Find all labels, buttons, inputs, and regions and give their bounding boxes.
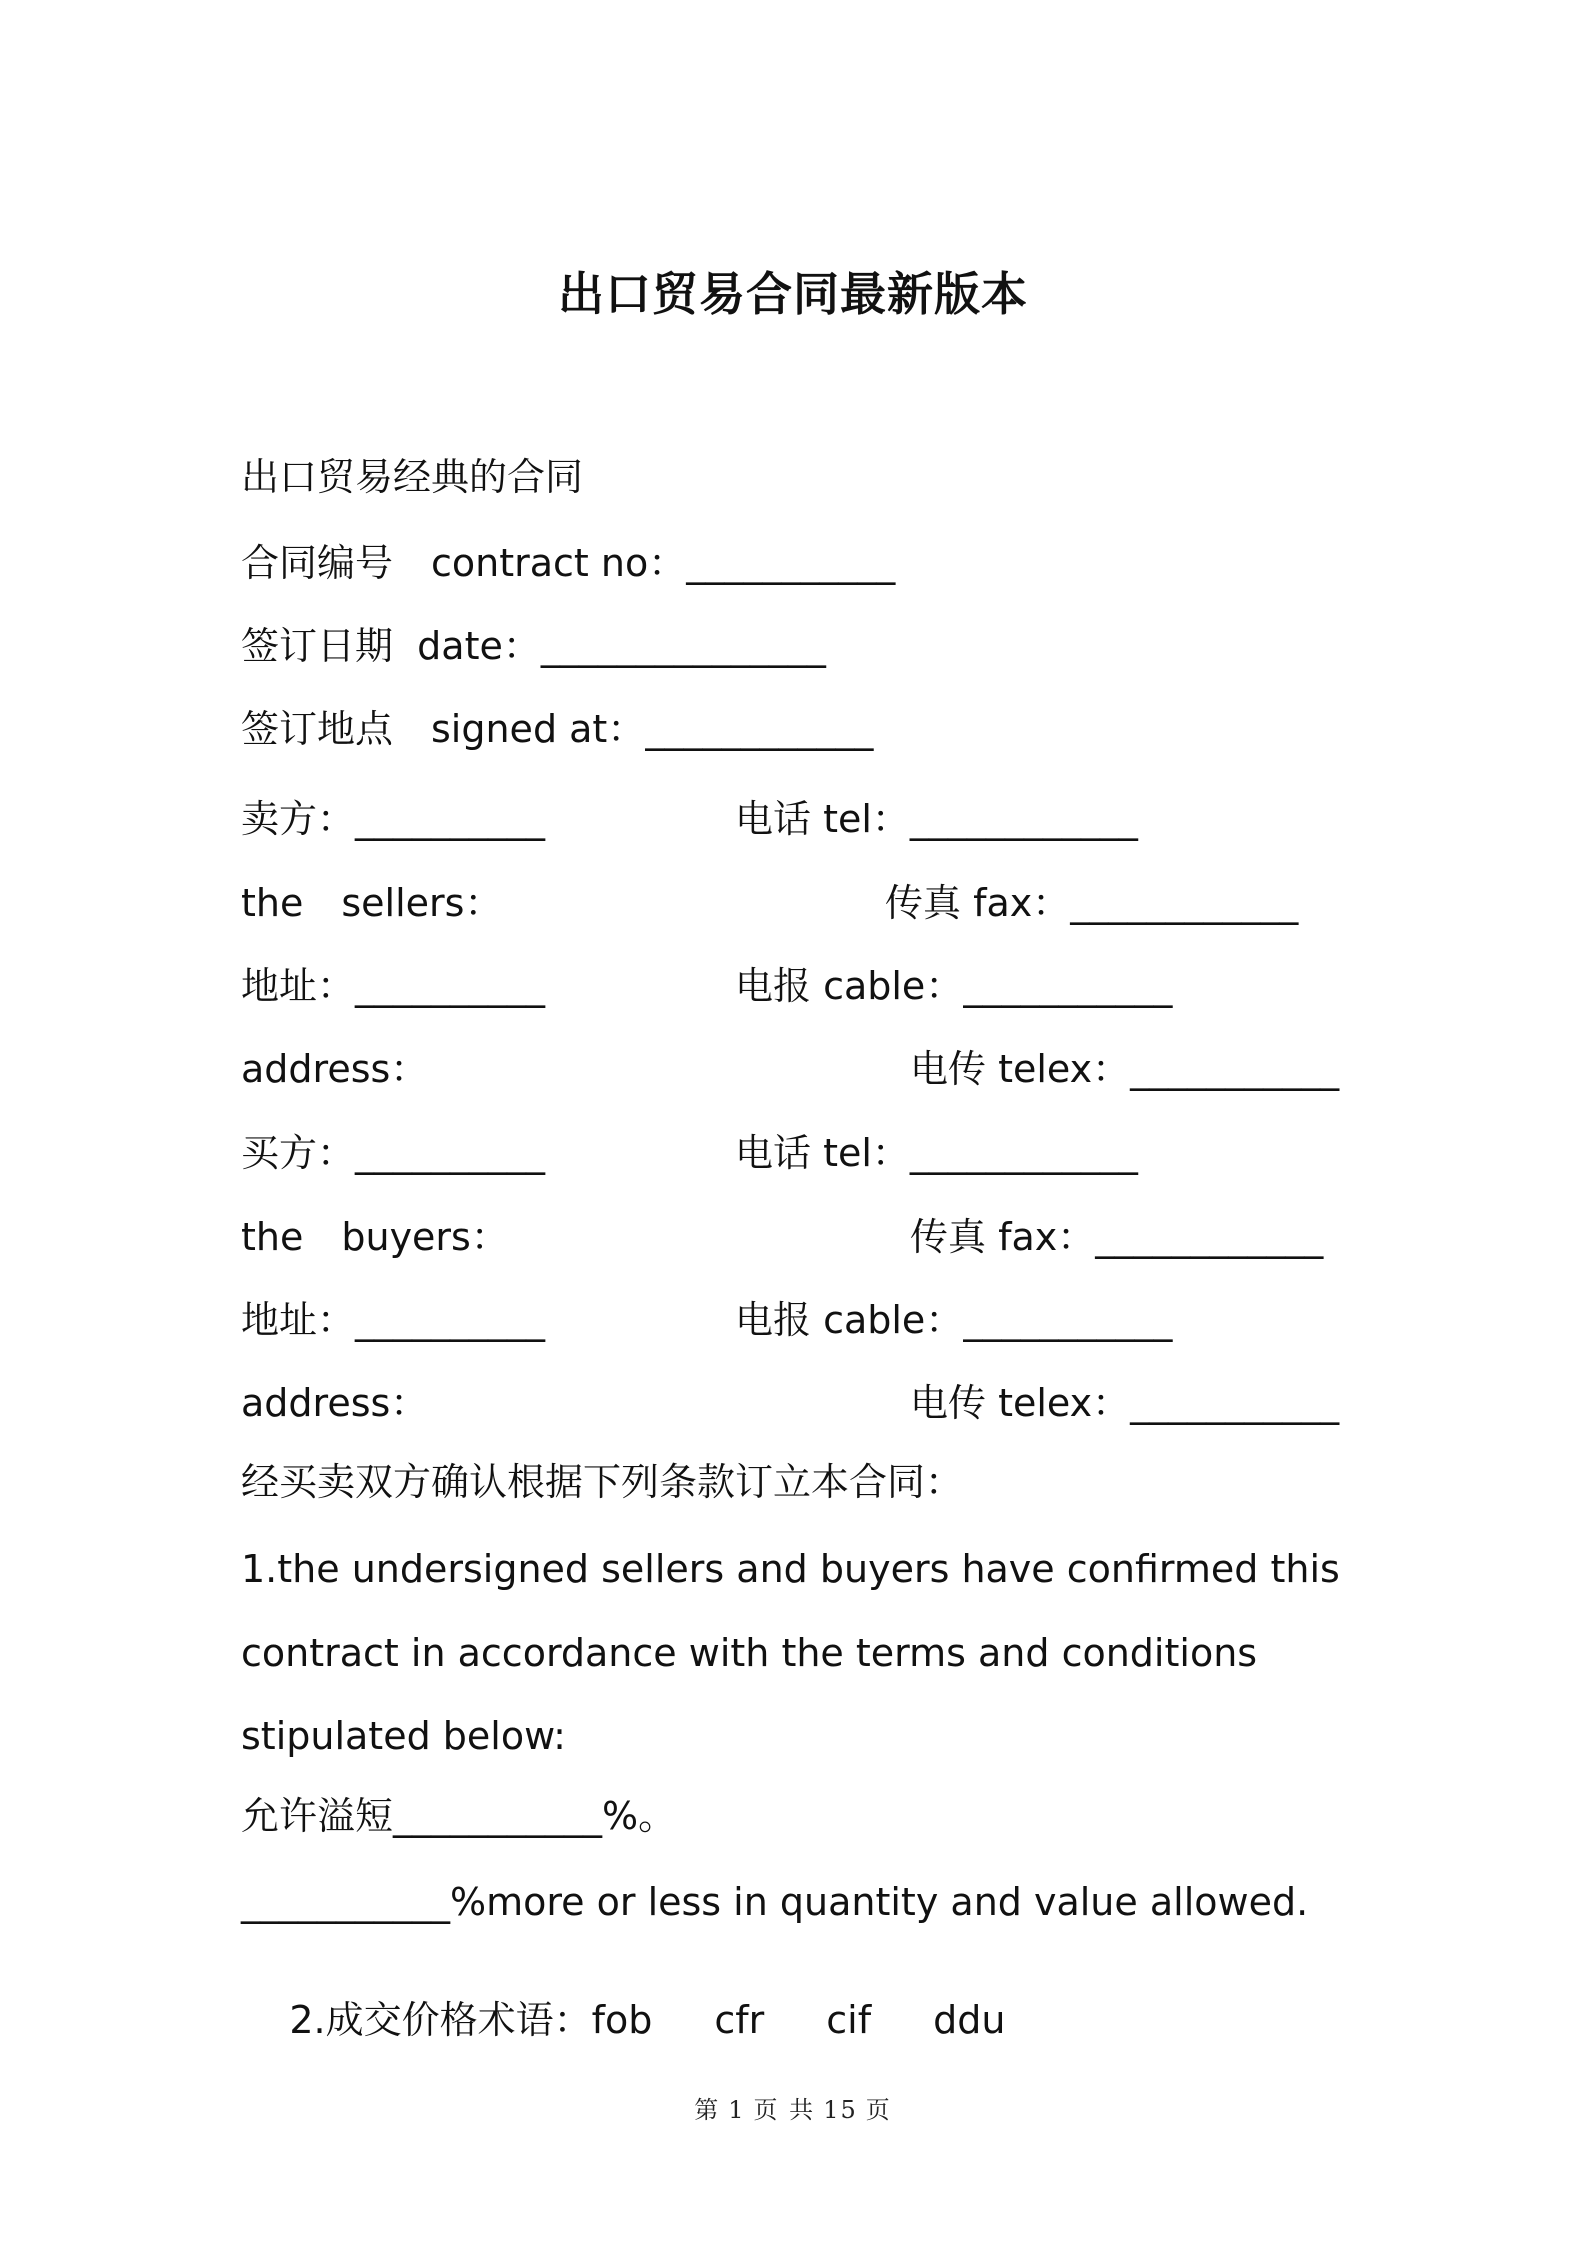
page-footer [0,2090,1586,2125]
buyer-address-field: 地址：__________ [241,1298,546,1342]
footer-mid: 页 共 [753,2096,816,2124]
price-term-ddu: ddu [933,1998,1006,2042]
buyer-cable-field: 电报 cable：___________ [735,1298,1173,1342]
buyer-telex-field: 电传 telex：___________ [910,1381,1340,1425]
tolerance-cn: 允许溢短___________%。 [241,1794,677,1838]
buyer-en-address-label: address： [241,1381,429,1425]
buyer-en-label: the buyers： [241,1215,509,1259]
buyer-fax-field: 传真 fax：____________ [910,1215,1324,1259]
document-title: 出口贸易合同最新版本 [558,267,1028,321]
seller-telex-field: 电传 telex：___________ [910,1047,1340,1091]
clause-1-line-1: 1.the undersigned sellers and buyers have confirmed this [241,1547,1340,1591]
footer-suffix: 页 [865,2096,892,2124]
seller-fax-field: 传真 fax：____________ [885,881,1299,925]
contract-no-field: 合同编号 contract no：___________ [241,541,896,585]
price-term-cif: cif [826,1998,872,2042]
seller-cable-field: 电报 cable：___________ [735,964,1173,1008]
agreement-statement: 经买卖双方确认根据下列条款订立本合同： [241,1460,964,1504]
seller-name-field: 卖方：__________ [241,797,546,841]
footer-total-pages: 15 [823,2096,858,2124]
clause-1-line-3: stipulated below: [241,1714,566,1758]
buyer-name-field: 买方：__________ [241,1131,546,1175]
clause-2-label: 2.成交价格术语： [289,1998,592,2042]
seller-tel-field: 电话 tel：____________ [735,797,1138,841]
seller-en-address-label: address： [241,1047,429,1091]
clause-2 [241,1963,1067,2077]
signed-at-field: 签订地点 signed at：____________ [241,707,874,751]
contract-subtitle: 出口贸易经典的合同 [241,455,584,499]
seller-en-label: the sellers： [241,881,503,925]
buyer-tel-field: 电话 tel：____________ [735,1131,1138,1175]
price-term-fob: fob [591,1998,653,2042]
clause-1-line-2: contract in accordance with the terms and conditions [241,1631,1258,1675]
tolerance-en: ___________%more or less in quantity and value allowed. [241,1880,1309,1924]
footer-prefix: 第 [694,2096,721,2124]
footer-page-number: 1 [728,2096,746,2124]
seller-address-field: 地址：__________ [241,964,546,1008]
date-field: 签订日期 date：_______________ [241,624,826,668]
price-term-cfr: cfr [714,1998,765,2042]
